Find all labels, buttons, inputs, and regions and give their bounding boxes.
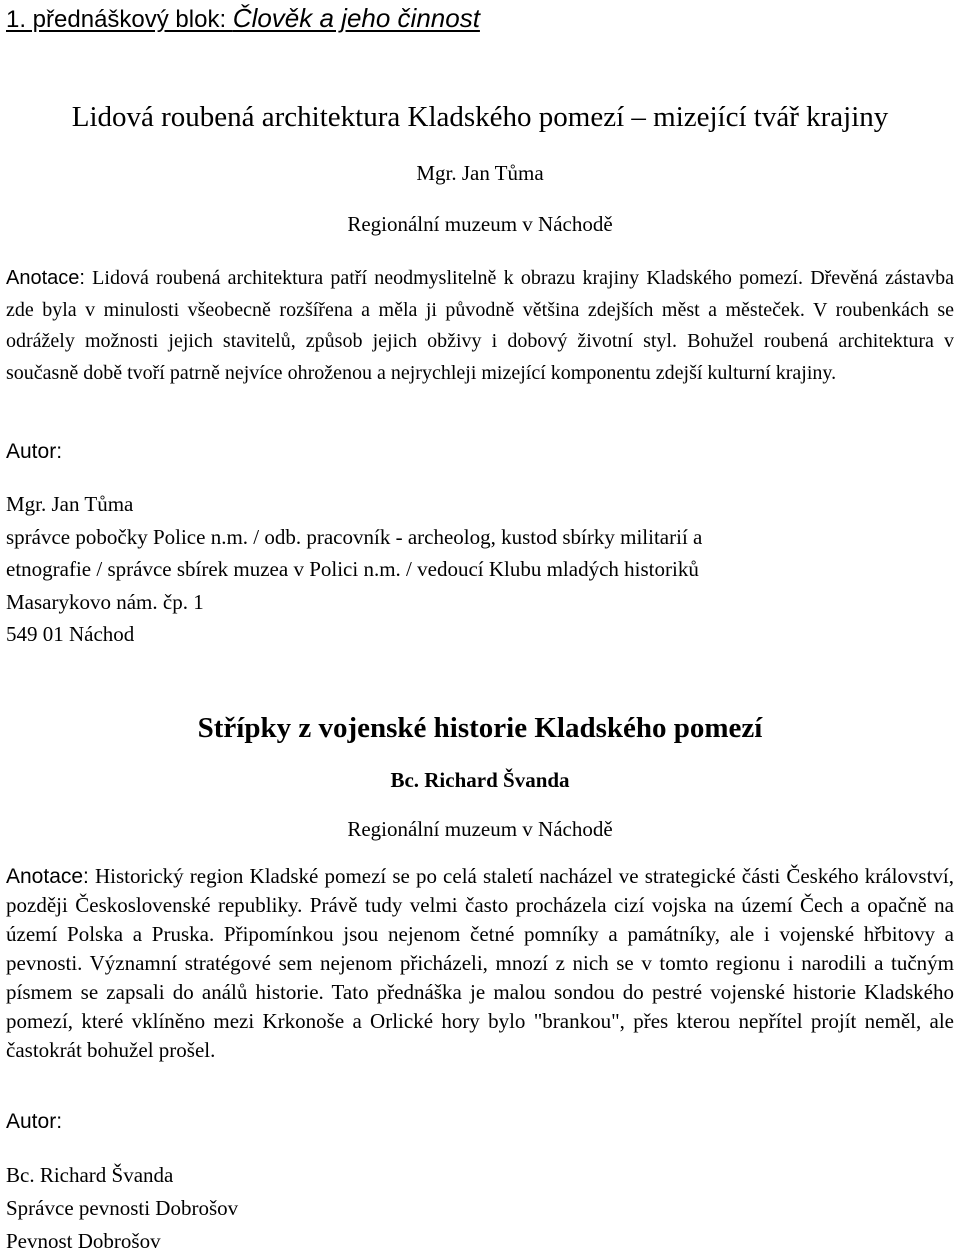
lecture-1-author-name: Mgr. Jan Tůma — [6, 492, 134, 516]
lecture-2-autor-label: Autor: — [6, 1110, 63, 1133]
lecture-2-author-role: Správce pevnosti Dobrošov — [6, 1196, 239, 1220]
lecture-1-annotation-text: Lidová roubená architektura patří neodmyslitelně k obrazu krajiny Kladského pomezí. Dřevěná zástavba zde byla v minulosti všeobecně rozšířena a měla ji původně většina zdejších měst a městeček. V roubenkách se odrážely možnosti jejich stavitelů, způsob jejich obživy i dobový životní styl. Bohužel roubená architektura v současně době tvoří patrně nejvíce ohroženou a nejrychleji mizející komponentu zdejší kulturní krajiny. — [6, 267, 954, 384]
block-header-topic: Člověk a jeho činnost — [232, 3, 480, 33]
lecture-2-annotation — [6, 862, 954, 1065]
lecture-1-title: Lidová roubená architektura Kladského pomezí – mizející tvář krajiny — [71, 101, 889, 133]
lecture-2-annotation-label: Anotace: — [6, 865, 89, 888]
lecture-2-title: Střípky z vojenské historie Kladského pomezí — [197, 712, 763, 744]
block-header — [6, 4, 480, 34]
lecture-1-annotation-label: Anotace: — [6, 267, 85, 289]
lecture-1-annotation — [6, 263, 954, 389]
lecture-1-author-role-1: správce pobočky Police n.m. / odb. pracovník - archeolog, kustod sbírky militarií a — [6, 524, 703, 549]
lecture-1-author: Mgr. Jan Tůma — [416, 161, 544, 185]
lecture-1-author-info — [6, 488, 956, 651]
lecture-1-address-street: Masarykovo nám. čp. 1 — [6, 589, 204, 614]
lecture-2-author-info — [6, 1159, 956, 1258]
lecture-1-institution: Regionální muzeum v Náchodě — [347, 212, 613, 236]
lecture-2-author-name: Bc. Richard Švanda — [6, 1163, 174, 1187]
block-header-prefix: 1. přednáškový blok: — [6, 6, 233, 33]
lecture-2-annotation-text: Historický region Kladské pomezí se po celá staletí nacházel ve strategické části Českého království, později Československé republiky. Právě tudy velmi často procházela cizí vojska na území Čech a opačně na území Polska a Pruska. Připomínkou jsou nejenom četné pomníky a památníky, ale i vojenské hřbitovy a pevnosti. Významní stratégové sem nejenom přicházeli, mnozí z nich se v tomto regionu i narodili a tučným písmem se zapsali do análů historie. Tato přednáška je malou sondou do pestré vojenské historie Kladského pomezí, které vklíněno mezi Krkonoše a Orlické hory bylo "brankou", přes kterou nepřítel projít neměl, ale častokrát bohužel prošel. — [6, 864, 954, 1062]
lecture-2-institution: Regionální muzeum v Náchodě — [347, 817, 613, 841]
lecture-2-author: Bc. Richard Švanda — [390, 768, 570, 792]
lecture-1-autor-label: Autor: — [6, 440, 63, 463]
lecture-1-author-role-2: etnografie / správce sbírek muzea v Polici n.m. / vedoucí Klubu mladých historiků — [6, 557, 699, 581]
lecture-1-address-city: 549 01 Náchod — [6, 622, 135, 646]
lecture-2-location: Pevnost Dobrošov — [6, 1229, 161, 1253]
